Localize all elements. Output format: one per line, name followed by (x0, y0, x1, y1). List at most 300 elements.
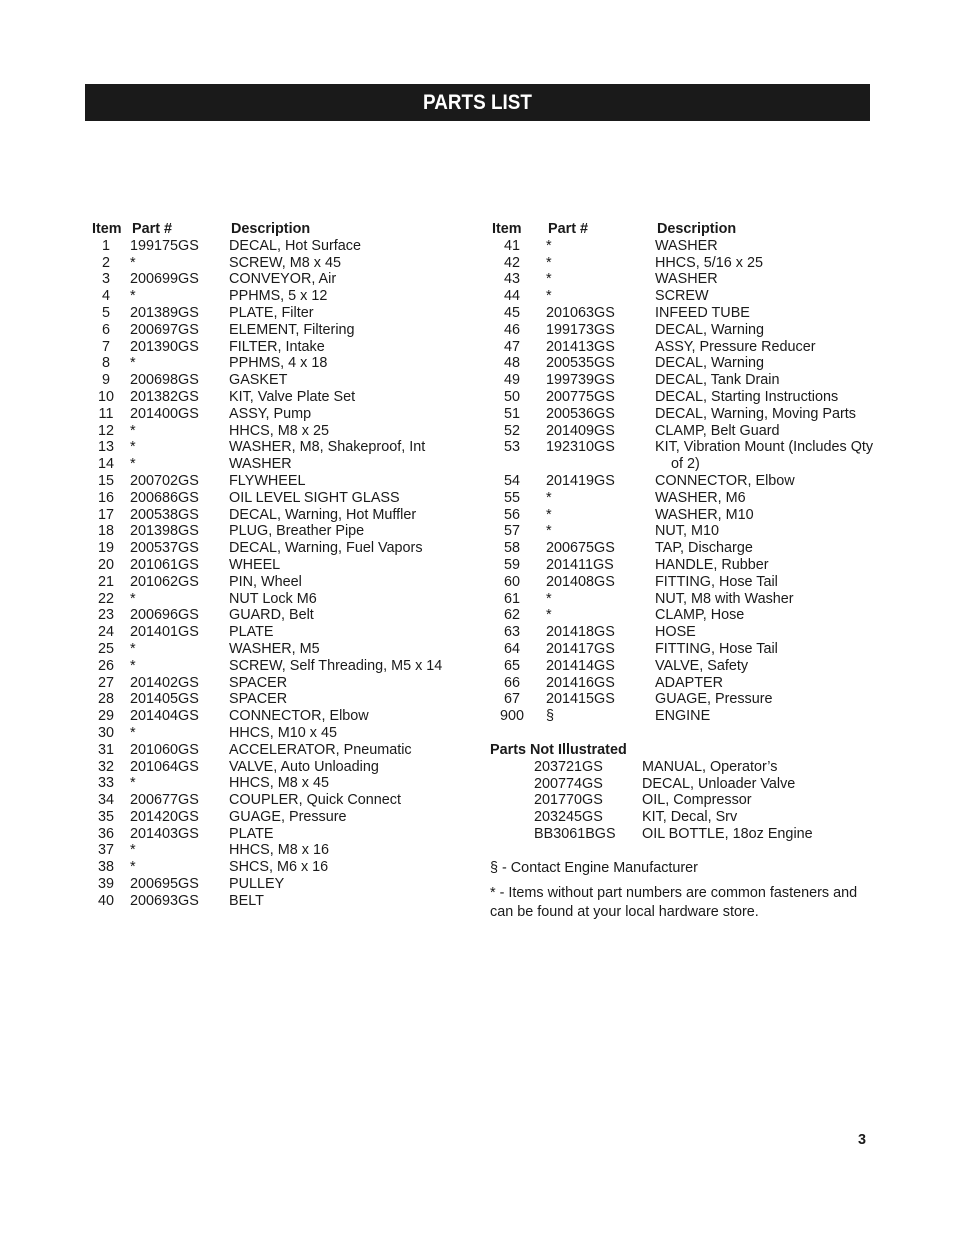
item-number: 58 (503, 540, 520, 557)
table-row (490, 708, 870, 725)
part-number: 201061GS (130, 556, 199, 573)
table-row (90, 775, 460, 792)
part-number: 201409GS (546, 422, 615, 439)
part-description (229, 406, 459, 423)
part-description-text: PLATE, Filter (229, 304, 314, 321)
part-number: * (546, 607, 552, 624)
table-row (90, 540, 460, 557)
part-description-text: OIL BOTTLE, 18oz Engine (642, 825, 813, 842)
not-illustrated-rows (490, 759, 870, 843)
table-row (90, 893, 460, 910)
table-row (90, 675, 460, 692)
asterisk-note: * - Items without part numbers are common fasteners and can be found at your local hardware store. (490, 885, 858, 921)
item-number: 60 (503, 573, 520, 590)
table-row (490, 507, 870, 524)
item-number: 5 (101, 304, 110, 321)
item-number: 66 (503, 674, 520, 691)
part-description (655, 675, 875, 692)
part-number: * (130, 590, 136, 607)
table-row (90, 372, 460, 389)
part-description (655, 322, 875, 339)
item-number: 21 (97, 573, 114, 590)
part-description-text: HANDLE, Rubber (655, 556, 769, 573)
part-description-text: ASSY, Pressure Reducer (655, 338, 816, 355)
page-header-bar (85, 84, 870, 121)
item-number: 14 (97, 456, 114, 473)
part-description-text: OIL, Compressor (642, 792, 752, 809)
part-number: 201064GS (130, 758, 199, 775)
item-number: 53 (503, 439, 520, 456)
part-description (655, 339, 875, 356)
not-illustrated-title: Parts Not Illustrated (490, 741, 627, 758)
item-number: 47 (503, 338, 520, 355)
item-number: 51 (503, 405, 520, 422)
item-number: 65 (503, 657, 520, 674)
part-number: * (546, 254, 552, 271)
part-description-text: SHCS, M6 x 16 (229, 859, 329, 876)
item-number: 43 (503, 271, 520, 288)
table-row (490, 809, 870, 826)
table-row (490, 523, 870, 540)
part-description (655, 574, 875, 591)
item-number: 12 (97, 422, 114, 439)
part-number: 200686GS (130, 489, 199, 506)
parts-table-right (490, 221, 874, 922)
part-number: 201404GS (130, 708, 199, 725)
table-row (90, 490, 460, 507)
part-description-text: COUPLER, Quick Connect (229, 792, 401, 809)
part-description-text: FLYWHEEL (229, 472, 306, 489)
part-description-text: DECAL, Hot Surface (229, 237, 361, 254)
table-row (490, 339, 870, 356)
part-number: * (130, 254, 136, 271)
part-number: * (130, 657, 136, 674)
table-row (90, 842, 460, 859)
table-row (90, 607, 460, 624)
part-number: 203721GS (534, 758, 603, 775)
parts-rows-right (490, 237, 874, 725)
part-description (655, 624, 875, 641)
part-description (655, 591, 875, 608)
table-row (490, 355, 870, 372)
part-description-text: ELEMENT, Filtering (229, 321, 355, 338)
part-number: * (546, 288, 552, 305)
part-description (655, 423, 875, 440)
part-description (655, 355, 875, 372)
page-number: 3 (858, 1132, 867, 1148)
part-description-text: GUARD, Belt (229, 607, 314, 624)
part-description-text: FITTING, Hose Tail (655, 573, 778, 590)
parts-table-left (90, 221, 460, 910)
part-number: * (130, 288, 136, 305)
table-row (90, 826, 460, 843)
part-number: 201416GS (546, 674, 615, 691)
part-description-text: SPACER (229, 691, 288, 708)
item-number: 54 (503, 472, 520, 489)
part-number: * (546, 489, 552, 506)
part-number: 201413GS (546, 338, 615, 355)
part-description (229, 675, 459, 692)
part-description (655, 473, 875, 490)
part-description-text: WASHER, M6 (655, 489, 746, 506)
part-description (229, 423, 459, 440)
part-description-text: HHCS, M8 x 25 (229, 422, 329, 439)
item-number: 57 (503, 523, 520, 540)
part-description-text: PIN, Wheel (229, 573, 302, 590)
part-description-text: WASHER (655, 271, 718, 288)
item-number: 39 (97, 876, 114, 893)
part-description-text: BELT (229, 892, 264, 909)
table-row (490, 759, 870, 776)
item-number: 20 (97, 556, 114, 573)
table-header-row (90, 221, 460, 238)
part-description-text: ENGINE (655, 708, 711, 725)
part-number: 201417GS (546, 640, 615, 657)
item-number: 19 (97, 540, 114, 557)
part-description (229, 842, 459, 859)
table-row (90, 658, 460, 675)
part-description (229, 305, 459, 322)
item-number: 41 (503, 237, 520, 254)
part-number: 201398GS (130, 523, 199, 540)
part-description-text: PPHMS, 4 x 18 (229, 355, 328, 372)
part-number: 201063GS (546, 304, 615, 321)
description-column-header: Description (231, 221, 311, 237)
section-symbol-note: § - Contact Engine Manufacturer (490, 859, 698, 876)
item-number: 6 (101, 321, 110, 338)
part-description (229, 742, 459, 759)
item-number: 33 (97, 775, 114, 792)
part-description-text: KIT, Valve Plate Set (229, 388, 356, 405)
item-number: 22 (97, 590, 114, 607)
table-row (490, 439, 874, 473)
part-number: * (130, 422, 136, 439)
part-description (229, 658, 459, 675)
part-description (229, 624, 459, 641)
part-number: 201060GS (130, 741, 199, 758)
item-number: 2 (101, 254, 110, 271)
part-number: 201402GS (130, 674, 199, 691)
item-number: 10 (97, 388, 114, 405)
part-description (655, 389, 875, 406)
part-description-text: WASHER, M10 (655, 506, 754, 523)
part-description-text: HHCS, 5/16 x 25 (655, 254, 763, 271)
part-number: 201405GS (130, 691, 199, 708)
table-row (490, 607, 870, 624)
part-description-text: MANUAL, Operator’s (642, 758, 778, 775)
item-number: 15 (97, 472, 114, 489)
item-number: 64 (503, 640, 520, 657)
part-number: 200702GS (130, 472, 199, 489)
table-row (90, 355, 460, 372)
table-row (490, 557, 870, 574)
part-description (229, 339, 459, 356)
table-row (90, 725, 460, 742)
item-number: 8 (101, 355, 110, 372)
part-description (229, 288, 459, 305)
part-description (655, 540, 875, 557)
part-number: 201408GS (546, 573, 615, 590)
part-description (229, 271, 459, 288)
table-row (490, 624, 870, 641)
table-row (90, 809, 460, 826)
part-description-text: ACCELERATOR, Pneumatic (229, 741, 412, 758)
part-number: 201400GS (130, 405, 199, 422)
part-number: 201401GS (130, 624, 199, 641)
part-number: 201415GS (546, 691, 615, 708)
item-number: 11 (98, 405, 114, 422)
table-row (90, 507, 460, 524)
item-number: 17 (97, 506, 114, 523)
part-description (229, 456, 459, 473)
part-description-text: HHCS, M8 x 45 (229, 775, 329, 792)
table-row (490, 423, 870, 440)
part-description (655, 557, 875, 574)
item-number (490, 759, 534, 776)
part-description (655, 305, 875, 322)
part-number: 201389GS (130, 304, 199, 321)
item-number: 1 (101, 237, 110, 254)
item-number: 36 (97, 825, 114, 842)
item-number (490, 809, 534, 826)
part-description (229, 607, 459, 624)
table-row (90, 574, 460, 591)
part-description (229, 389, 459, 406)
part-description (229, 523, 459, 540)
part-number: 201390GS (130, 338, 199, 355)
table-row (90, 876, 460, 893)
part-description (229, 775, 459, 792)
part-description-text: PLATE (229, 825, 274, 842)
part-number: 200538GS (130, 506, 199, 523)
table-row (490, 574, 870, 591)
part-number: 201419GS (546, 472, 615, 489)
part-description-text: ASSY, Pump (229, 405, 312, 422)
part-description (229, 490, 459, 507)
part-description (229, 725, 459, 742)
part-number: 201411GS (546, 556, 614, 573)
item-number: 38 (97, 859, 114, 876)
part-description-text: DECAL, Warning, Hot Muffler (229, 506, 417, 523)
part-number: * (546, 271, 552, 288)
part-description (229, 439, 459, 456)
part-description (229, 255, 459, 272)
part-description (655, 641, 875, 658)
part-number: BB3061BGS (534, 825, 616, 842)
part-description (655, 708, 875, 725)
part-description (229, 641, 459, 658)
item-number: 55 (503, 489, 520, 506)
part-number: 199173GS (546, 321, 615, 338)
part-number: 201770GS (534, 792, 603, 809)
part-number: * (130, 842, 136, 859)
table-row (490, 406, 870, 423)
part-number: 201382GS (130, 388, 199, 405)
part-number: 200698GS (130, 372, 199, 389)
part-number: 200775GS (546, 388, 615, 405)
part-description-text: HHCS, M8 x 16 (229, 842, 329, 859)
table-row (90, 792, 460, 809)
table-row (90, 523, 460, 540)
part-description (642, 809, 862, 826)
part-number: * (130, 724, 136, 741)
part-description (229, 759, 459, 776)
part-description-text: CONNECTOR, Elbow (229, 708, 369, 725)
item-number: 61 (503, 590, 520, 607)
part-description-text: SCREW, Self Threading, M5 x 14 (229, 657, 443, 674)
item-number (490, 776, 534, 793)
part-description (642, 792, 862, 809)
table-row (490, 238, 870, 255)
item-number: 32 (97, 758, 114, 775)
item-number: 30 (97, 724, 114, 741)
part-description (229, 826, 459, 843)
part-description-text: ADAPTER (655, 674, 723, 691)
part-description (655, 607, 875, 624)
item-number: 24 (97, 624, 114, 641)
item-number: 3 (101, 271, 110, 288)
item-number: 4 (101, 288, 110, 305)
part-description-continued: of 2) (671, 456, 700, 473)
table-row (490, 473, 870, 490)
item-number: 62 (503, 607, 520, 624)
item-column-header: Item (92, 221, 122, 237)
item-number: 45 (503, 304, 520, 321)
table-row (490, 372, 870, 389)
parts-rows-left (90, 238, 460, 910)
part-number: * (546, 506, 552, 523)
part-description-text: OIL LEVEL SIGHT GLASS (229, 489, 400, 506)
item-number: 9 (101, 372, 110, 389)
part-number: 199739GS (546, 372, 615, 389)
part-description (229, 708, 459, 725)
part-description-text: HHCS, M10 x 45 (229, 724, 337, 741)
table-row (490, 675, 870, 692)
part-description (229, 809, 459, 826)
table-row (90, 255, 460, 272)
item-number: 900 (499, 708, 524, 725)
item-number: 49 (503, 372, 520, 389)
item-number: 42 (503, 254, 520, 271)
part-number: 200696GS (130, 607, 199, 624)
part-number: § (546, 708, 555, 725)
part-description-text: WASHER (655, 237, 718, 254)
item-number: 63 (503, 624, 520, 641)
table-row (90, 406, 460, 423)
table-row (90, 624, 460, 641)
table-row (490, 288, 870, 305)
table-row (90, 641, 460, 658)
part-number: 200536GS (546, 405, 615, 422)
part-description-text: SCREW, M8 x 45 (229, 254, 341, 271)
part-description-text: NUT, M8 with Washer (655, 590, 794, 607)
item-column-header: Item (492, 221, 522, 237)
item-number: 56 (503, 506, 520, 523)
part-description-text: GUAGE, Pressure (229, 808, 347, 825)
table-row (490, 255, 870, 272)
part-number: 200677GS (130, 792, 199, 809)
table-row (90, 591, 460, 608)
table-row (490, 776, 870, 793)
part-description-text: VALVE, Safety (655, 657, 749, 674)
table-row (90, 557, 460, 574)
part-number: 200675GS (546, 540, 615, 557)
part-number: * (546, 237, 552, 254)
table-row (90, 456, 460, 473)
table-row (90, 759, 460, 776)
part-description (655, 507, 875, 524)
item-number: 26 (97, 657, 114, 674)
part-column-header: Part # (132, 221, 172, 237)
part-description (229, 893, 459, 910)
part-number: 201403GS (130, 825, 199, 842)
part-number: * (546, 523, 552, 540)
part-description-text: KIT, Vibration Mount (Includes Qty (655, 439, 874, 456)
part-number: 200699GS (130, 271, 199, 288)
table-row (90, 859, 460, 876)
part-description-text: WASHER, M8, Shakeproof, Int (229, 439, 426, 456)
part-description (229, 473, 459, 490)
item-number: 44 (503, 288, 520, 305)
part-description (655, 490, 875, 507)
part-description-text: TAP, Discharge (655, 540, 753, 557)
part-number: 200774GS (534, 775, 603, 792)
table-row (90, 288, 460, 305)
part-description (655, 372, 875, 389)
part-description (229, 859, 459, 876)
table-row (90, 339, 460, 356)
part-description-text: WHEEL (229, 556, 281, 573)
part-description-text: DECAL, Unloader Valve (642, 775, 796, 792)
part-description (655, 288, 875, 305)
part-description-text: CLAMP, Belt Guard (655, 422, 780, 439)
table-row (90, 473, 460, 490)
table-row (90, 691, 460, 708)
part-number: * (546, 590, 552, 607)
part-description-text: GUAGE, Pressure (655, 691, 773, 708)
table-row (490, 271, 870, 288)
part-number: * (130, 775, 136, 792)
part-number: 203245GS (534, 809, 603, 826)
part-number: 201420GS (130, 808, 199, 825)
part-description-text: FILTER, Intake (229, 338, 325, 355)
part-description (229, 591, 459, 608)
table-row (90, 238, 460, 255)
item-number: 37 (97, 842, 114, 859)
item-number: 7 (101, 338, 110, 355)
table-row (90, 389, 460, 406)
part-description (655, 658, 875, 675)
item-number: 40 (97, 892, 114, 909)
part-description (655, 439, 875, 473)
part-description-text: NUT Lock M6 (229, 590, 317, 607)
item-number: 13 (97, 439, 114, 456)
part-description-text: CLAMP, Hose (655, 607, 745, 624)
table-row (90, 322, 460, 339)
part-description-text: GASKET (229, 372, 288, 389)
part-description-text: SCREW (655, 288, 709, 305)
item-number: 29 (97, 708, 114, 725)
table-row (90, 271, 460, 288)
part-description (642, 759, 862, 776)
table-row (490, 322, 870, 339)
page-title: PARTS LIST (423, 90, 532, 114)
part-description-text: CONVEYOR, Air (229, 271, 337, 288)
table-row (490, 792, 870, 809)
part-description-text: WASHER (229, 456, 292, 473)
part-number: * (130, 456, 136, 473)
item-number: 67 (503, 691, 520, 708)
